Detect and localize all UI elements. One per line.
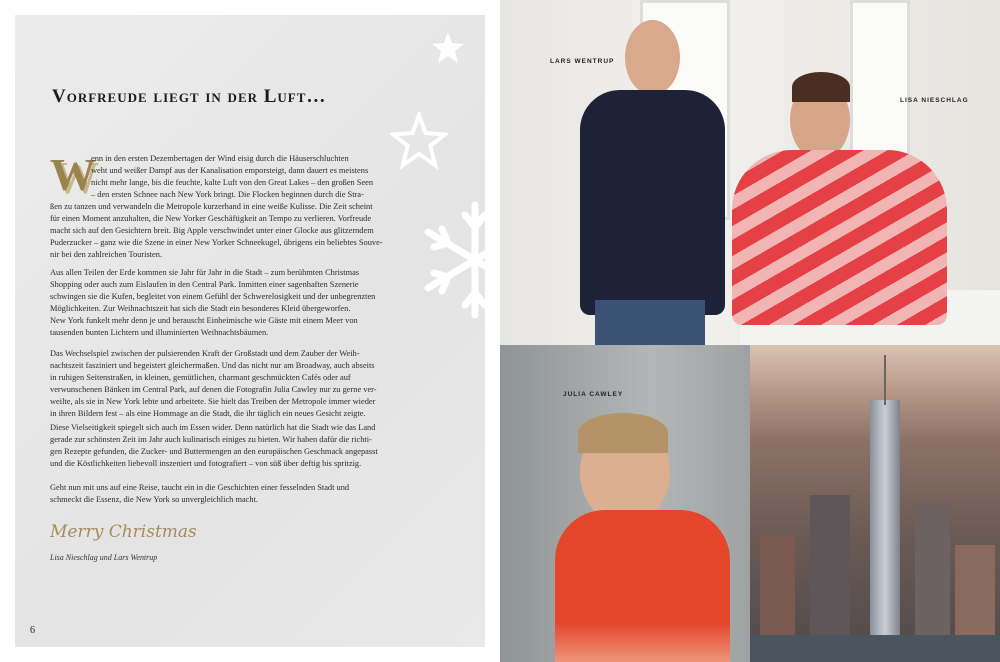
text-line: und die Köstlichkeiten liebevoll inszeniert und fotografiert – von süß über deftig bis spritzig. [50,459,362,468]
text-line: verwunschenen Bänken im Central Park, auf denen die Fotografin Julia Cawley nur zu gerne ver- [50,385,377,394]
text-line: enn in den ersten Dezembertagen der Wind eisig durch die Häuserschluchten [91,154,349,163]
text-line: schmeckt die Essenz, die New York so unvergleichlich macht. [50,495,259,504]
text-line: Das Wechselspiel zwischen der pulsierenden Kraft der Großstadt und dem Zauber der Weih- [50,349,360,358]
text-line: Möglichkeiten. Zur Weihnachtszeit hat sich die Stadt ein besonderes Kleid übergeworfen. [50,304,351,313]
text-line: Aus allen Teilen der Erde kommen sie Jahr für Jahr in die Stadt – zum berühmten Christmas [50,268,360,277]
text-line: in ihren Bildern fest – als eine Hommage an die Stadt, die ihr täglich ein neues Gesicht zeigte. [50,409,366,418]
star-icon [430,30,466,66]
page-number: 6 [30,625,35,636]
signature: Lisa Nieschlag und Lars Wentrup [50,553,158,562]
photo-new-york-skyline [750,345,1000,662]
paragraph [50,149,395,261]
text-line: nir bei den zahlreichen Touristen. [50,250,163,259]
paragraph [50,422,395,470]
text-line: nicht mehr lange, bis die feuchte, kalte Luft von den Great Lakes – den großen Seen [91,178,374,187]
text-line: macht sich auf den Gesichtern breit. Big Apple verschwindet unter einer Glocke aus glitzerndem [50,226,374,235]
page-title: Vorfreude liegt in der Luft… [52,86,327,107]
label-julia: JULIA CAWLEY [563,391,624,398]
text-line: gen Rezepte gefunden, die Zucker- und Buttermengen an den europäischen Geschmack angepasst [50,447,378,456]
text-line: Diese Vielseitigkeit spiegelt sich auch im Essen wider. Denn natürlich hat die Stadt wie das Land [50,423,376,432]
text-line: tausenden bunten Lichtern und illuminierten Weihnachtsbäumen. [50,328,269,337]
closing-greeting: Merry Christmas [50,522,197,542]
drop-cap: W [50,149,96,200]
paragraph [50,267,395,339]
text-line: schwingen sie die Kufen, begleitet von einem Gefühl der Schwerelosigkeit und der unbegrenzten [50,292,376,301]
text-line: – den ersten Schnee nach New York bringt. Die Flocken beginnen durch die Stra- [91,190,364,199]
text-line: Geht nun mit uns auf eine Reise, taucht ein in die Geschichten einer fesselnden Stadt und [50,483,350,492]
text-line: New York funkelt mehr denn je und berauscht Einheimische wie Gäste mit einem Meer von [50,316,358,325]
text-line: weilte, als sie in New York lebte und arbeitete. Sie hielt das Treiben der Metropole immer wieder [50,397,376,406]
paragraph [50,348,395,420]
label-lars: LARS WENTRUP [550,58,615,65]
text-line: in ruhigen Seitenstraßen, in kleinen, gemütlichen, charmant geschmückten Cafés oder auf [50,373,351,382]
text-line: Shopping oder auch zum Eislaufen in den Central Park. Inmitten einer sagenhaften Szenerie [50,280,359,289]
text-line: für einen Moment anzuhalten, die New Yorker Geschäftigkeit an Tempo zu verlieren. Vorfreude [50,214,372,223]
photo-julia [500,345,750,662]
photo-authors [500,0,1000,345]
text-line: weht und weißer Dampf aus der Kanalisation emporsteigt, dann dauert es meistens [91,166,369,175]
text-line: ßen zu tanzen und verwandeln die Metropole kurzerhand in eine weiße Kulisse. Die Zeit scheint [50,202,373,211]
text-line: Puderzucker – ganz wie die Szene in einer New Yorker Schneekugel, übrigens ein beliebtes Souve- [50,238,383,247]
text-line: nachtszeit fasziniert und begeistert gleichermaßen. Und das nicht nur am Broadway, auch abseits [50,361,375,370]
star-outline-icon [390,112,448,170]
text-line: gerade zur schönsten Zeit im Jahr auch kulinarisch einiges zu bieten. Wir haben dafür die richti- [50,435,372,444]
paragraph [50,482,395,506]
label-lisa: LISA NIESCHLAG [900,97,969,104]
